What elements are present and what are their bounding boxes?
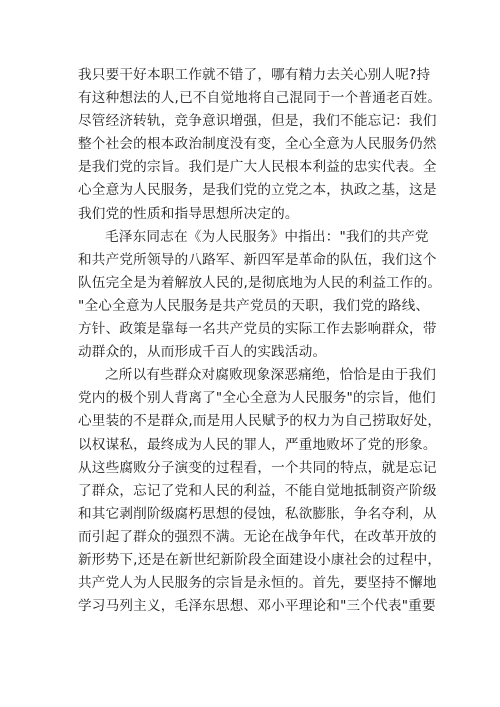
text-line: 整个社会的根本政治制度没有变，全心全意为人民服务仍然: [78, 136, 437, 153]
text-line: 而引起了群众的强烈不满。无论在战争年代，在改革开放的: [78, 528, 437, 545]
text-line: 心里装的不是群众,而是用人民赋予的权力为自己捞取好处，: [78, 413, 442, 430]
text-line: 和共产党所领导的八路军、新四军是革命的队伍，我们这个: [78, 251, 437, 268]
text-line: 方针、政策是靠每一名共产党员的实际工作去影响群众，带: [78, 321, 437, 338]
paragraph-first-line: 毛泽东同志在《为人民服务》中指出："我们的共产党: [105, 228, 429, 245]
text-line: 以权谋私，最终成为人民的罪人，严重地败坏了党的形象。: [78, 436, 437, 453]
text-line: 从这些腐败分子演变的过程看，一个共同的特点，就是忘记: [78, 459, 437, 476]
text-line: 共产党人为人民服务的宗旨是永恒的。首先，要坚持不懈地: [78, 575, 437, 592]
text-line: 党内的极个别人背离了"全心全意为人民服务"的宗旨，他们: [78, 390, 436, 407]
body-text: [78, 64, 442, 618]
text-line: 我们党的性质和指导思想所决定的。: [78, 205, 299, 222]
text-line: 是我们党的宗旨。我们是广大人民根本利益的忠实代表。全: [78, 159, 437, 176]
text-line: 新形势下,还是在新世纪新阶段全面建设小康社会的过程中，: [78, 551, 442, 568]
text-line: 了群众，忘记了党和人民的利益，不能自觉地抵制资产阶级: [78, 482, 437, 499]
text-line: 我只要干好本职工作就不错了，哪有精力去关心别人呢?持: [78, 67, 431, 83]
text-line: "全心全意为人民服务是共产党员的天职，我们党的路线、: [78, 297, 430, 314]
text-line: 尽管经济转轨，竞争意识增强，但是，我们不能忘记：我们: [78, 113, 437, 130]
text-line: 有这种想法的人,已不自觉地将自己混同于一个普通老百姓。: [78, 90, 442, 107]
text-line: 和其它剥削阶级腐朽思想的侵蚀，私欲膨胀，争名夺利，从: [78, 505, 437, 522]
text-line: 动群众的，从而形成千百人的实践活动。: [78, 344, 327, 361]
text-line: 队伍完全是为着解放人民的,是彻底地为人民的利益工作的。: [78, 274, 442, 291]
text-line: 心全意为人民服务，是我们党的立党之本，执政之基，这是: [78, 182, 437, 199]
text-line: 学习马列主义，毛泽东思想、邓小平理论和"三个代表"重要: [78, 598, 436, 615]
paragraph-first-line: 之所以有些群众对腐败现象深恶痛绝，恰恰是由于我们: [105, 367, 437, 384]
